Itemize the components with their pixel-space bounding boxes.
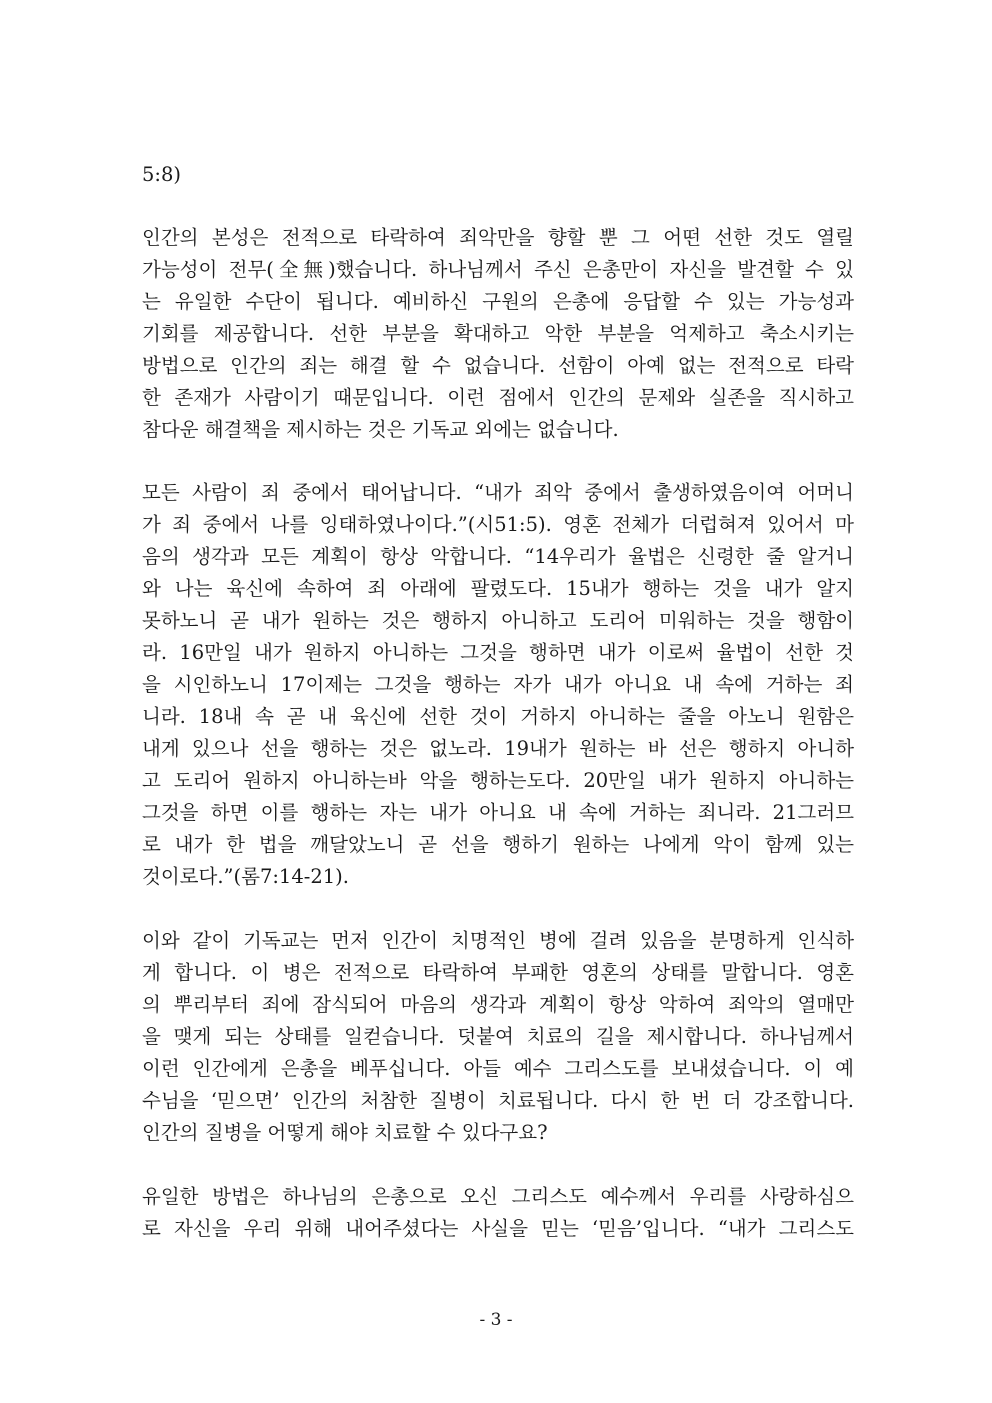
text-line: 유일한 방법은 하나님의 은총으로 오신 그리스도 예수께서 우리를 사랑하심으 [142,1185,854,1208]
text-line: 방법으로 인간의 죄는 해결 할 수 없습니다. 선함이 아예 없는 전적으로 타락 [142,354,854,377]
text-line: 것이로다.”(롬7:14-21). [142,865,349,888]
text-line: 한 존재가 사람이기 때문입니다. 이런 점에서 인간의 문제와 실존을 직시하고 [142,386,854,409]
text-line: 로 자신을 우리 위해 내어주셨다는 사실을 믿는 ‘믿음’입니다. “내가 그리스도 [142,1217,854,1240]
text-line: 인간의 질병을 어떻게 해야 치료할 수 있다구요? [142,1121,548,1144]
text-line: 가 죄 중에서 나를 잉태하였나이다.”(시51:5). 영혼 전체가 더럽혀져 있어서 마 [142,513,854,536]
text-line: 참다운 해결책을 제시하는 것은 기독교 외에는 없습니다. [142,418,619,441]
text-line: 게 합니다. 이 병은 전적으로 타락하여 부패한 영혼의 상태를 말합니다. 영혼 [142,961,854,984]
text-line: 을 시인하노니 17이제는 그것을 행하는 자가 내가 아니요 내 속에 거하는 죄 [142,673,854,696]
text-line: 는 유일한 수단이 됩니다. 예비하신 구원의 은총에 응답할 수 있는 가능성과 [142,290,854,313]
text-line: 그것을 하면 이를 행하는 자는 내가 아니요 내 속에 거하는 죄니라. 21그러므 [142,801,854,824]
text-line: 고 도리어 원하지 아니하는바 악을 행하는도다. 20만일 내가 원하지 아니하는 [142,769,854,792]
text-line: 로 내가 한 법을 깨달았노니 곧 선을 행하기 원하는 나에게 악이 함께 있는 [142,833,854,856]
text-line: 가능성이 전무(全無)했습니다. 하나님께서 주신 은총만이 자신을 발견할 수 있 [142,258,854,281]
text-line: 라. 16만일 내가 원하지 아니하는 그것을 행하면 내가 이로써 율법이 선한 것 [142,641,854,664]
text-line: 니라. 18내 속 곧 내 육신에 선한 것이 거하지 아니하는 줄을 아노니 원함은 [142,705,854,728]
text-line: 이와 같이 기독교는 먼저 인간이 치명적인 병에 걸려 있음을 분명하게 인식하 [142,929,854,952]
text-line: 내게 있으나 선을 행하는 것은 없노라. 19내가 원하는 바 선은 행하지 아니하 [142,737,854,760]
text-line: 인간의 본성은 전적으로 타락하여 죄악만을 향할 뿐 그 어떤 선한 것도 열릴 [142,226,854,249]
text-line: 수님을 ‘믿으면’ 인간의 처참한 질병이 치료됩니다. 다시 한 번 더 강조합니다. [142,1089,854,1112]
text-line: 을 맺게 되는 상태를 일컫습니다. 덧붙여 치료의 길을 제시합니다. 하나님께서 [142,1025,854,1048]
text-line: 5:8) [142,163,181,186]
page-number: - 3 - [479,1310,513,1330]
text-line: 와 나는 육신에 속하여 죄 아래에 팔렸도다. 15내가 행하는 것을 내가 알지 [142,577,854,600]
text-line: 기회를 제공합니다. 선한 부분을 확대하고 악한 부분을 억제하고 축소시키는 [142,322,854,345]
text-line: 음의 생각과 모든 계획이 항상 악합니다. “14우리가 율법은 신령한 줄 알거니 [142,545,854,568]
text-line: 모든 사람이 죄 중에서 태어납니다. “내가 죄악 중에서 출생하였음이여 어머니 [142,481,854,504]
text-line: 이런 인간에게 은총을 베푸십니다. 아들 예수 그리스도를 보내셨습니다. 이 예 [142,1057,854,1080]
text-line: 못하노니 곧 내가 원하는 것은 행하지 아니하고 도리어 미워하는 것을 행함이 [142,609,854,632]
text-line: 의 뿌리부터 죄에 잠식되어 마음의 생각과 계획이 항상 악하여 죄악의 열매만 [142,993,854,1016]
